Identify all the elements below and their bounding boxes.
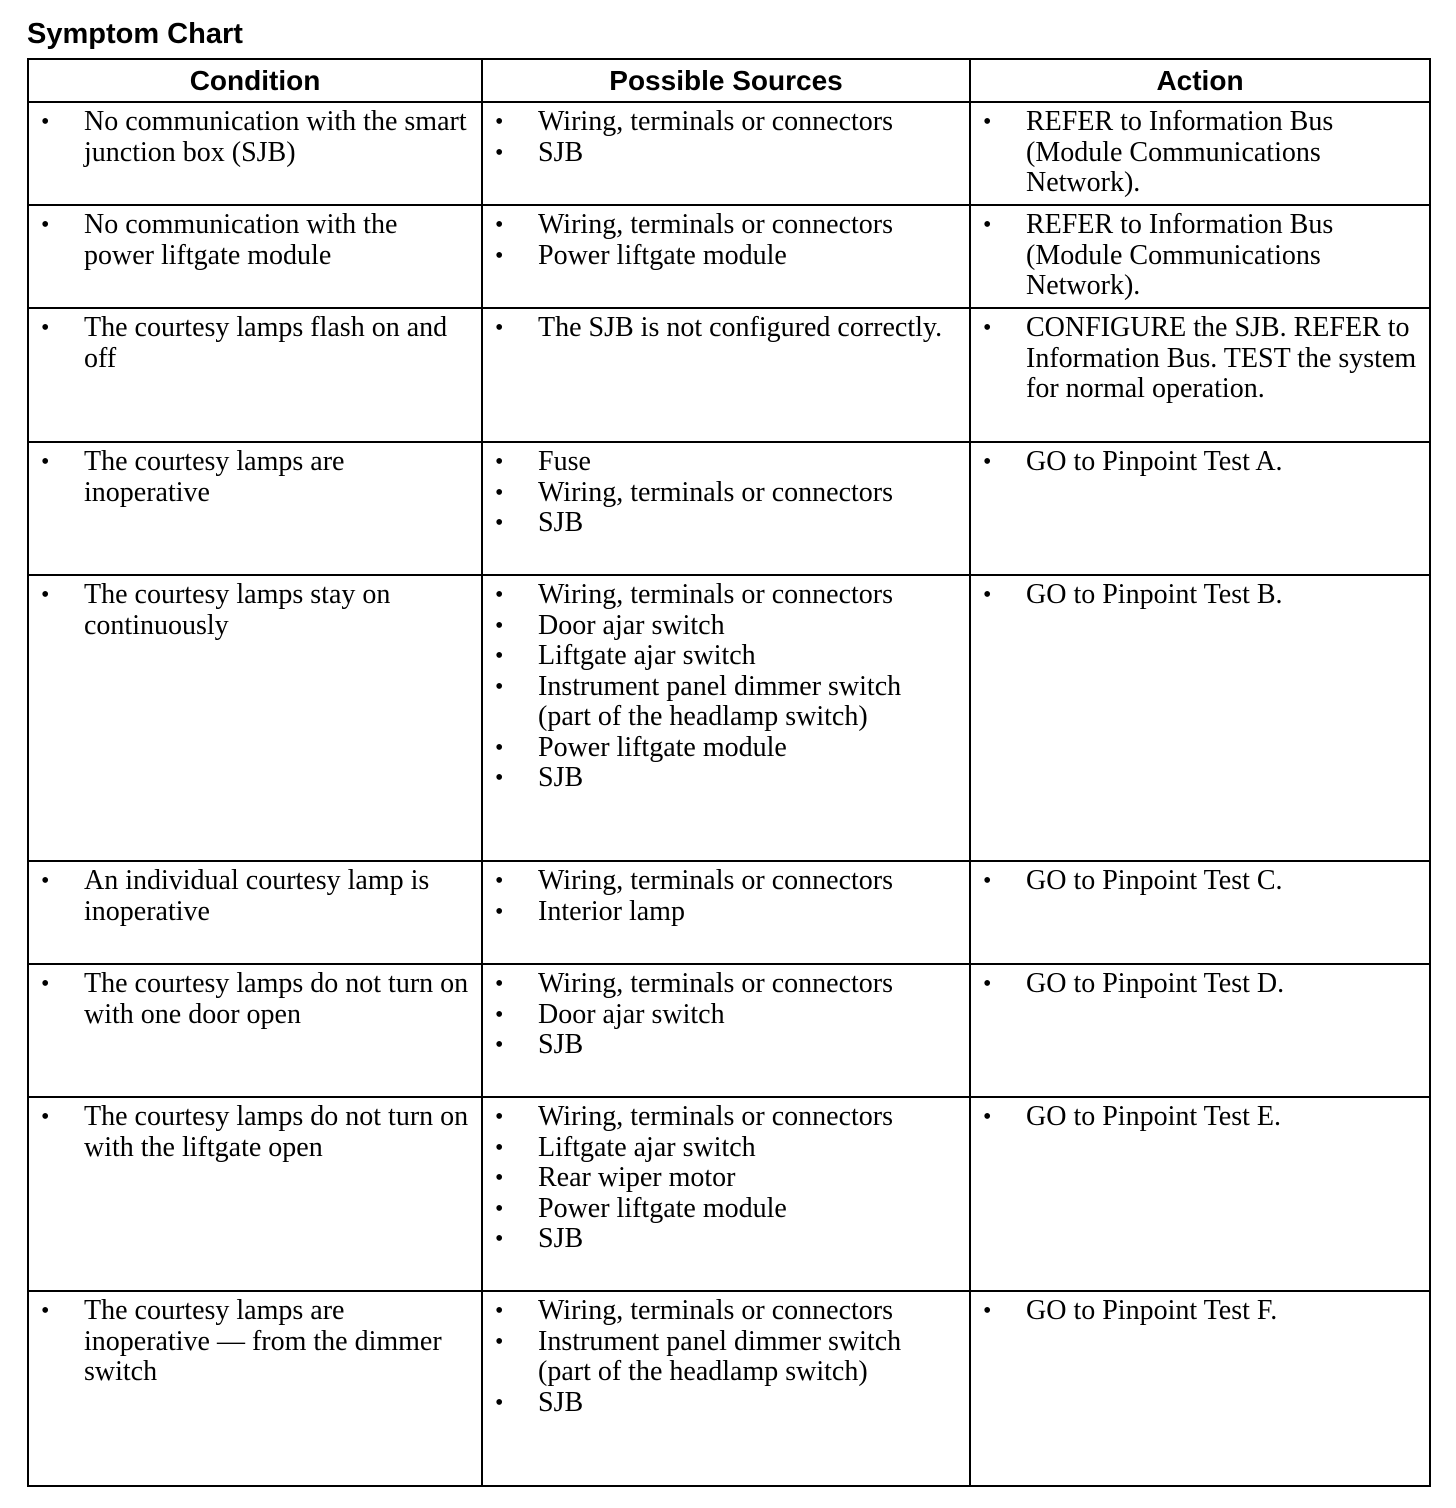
action-cell: [970, 1097, 1430, 1291]
bullet-item: • Wiring, terminals or connectors: [483, 1102, 969, 1133]
bullet-item: • The courtesy lamps do not turn on with one door open: [29, 969, 481, 1030]
table-row: [28, 308, 1430, 442]
sources-cell: [482, 964, 970, 1097]
bullet-list: [483, 210, 969, 271]
bullet-item: • Wiring, terminals or connectors: [483, 478, 969, 509]
bullet-item: • Wiring, terminals or connectors: [483, 866, 969, 897]
bullet-item: • CONFIGURE the SJB. REFER to Information Bus. TEST the system for normal operation.: [971, 313, 1429, 405]
bullet-list: [971, 447, 1429, 478]
bullet-list: [483, 1296, 969, 1418]
sources-cell: [482, 308, 970, 442]
header-possible-sources: Possible Sources: [482, 59, 970, 102]
bullet-item: • An individual courtesy lamp is inoperative: [29, 866, 481, 927]
table-row: [28, 861, 1430, 964]
bullet-list: [971, 107, 1429, 199]
bullet-item: • Instrument panel dimmer switch (part of the headlamp switch): [483, 1327, 969, 1388]
bullet-item: • SJB: [483, 1030, 969, 1061]
bullet-item: • Door ajar switch: [483, 1000, 969, 1031]
bullet-list: [971, 866, 1429, 897]
bullet-item: • The courtesy lamps are inoperative: [29, 447, 481, 508]
sources-cell: [482, 442, 970, 575]
sources-cell: [482, 102, 970, 205]
condition-cell: [28, 1097, 482, 1291]
table-row: [28, 442, 1430, 575]
bullet-item: • GO to Pinpoint Test A.: [971, 447, 1429, 478]
condition-cell: [28, 308, 482, 442]
bullet-item: • GO to Pinpoint Test B.: [971, 580, 1429, 611]
bullet-item: • The courtesy lamps stay on continuously: [29, 580, 481, 641]
bullet-list: [483, 866, 969, 927]
bullet-item: • SJB: [483, 508, 969, 539]
bullet-item: • Wiring, terminals or connectors: [483, 580, 969, 611]
bullet-item: • Rear wiper motor: [483, 1163, 969, 1194]
bullet-item: • Wiring, terminals or connectors: [483, 210, 969, 241]
bullet-list: [29, 969, 481, 1030]
bullet-list: [29, 1102, 481, 1163]
sources-cell: [482, 205, 970, 308]
condition-cell: [28, 861, 482, 964]
bullet-list: [483, 447, 969, 539]
header-row: [28, 59, 1430, 102]
header-action: Action: [970, 59, 1430, 102]
sources-cell: [482, 861, 970, 964]
bullet-item: • SJB: [483, 763, 969, 794]
bullet-item: • Wiring, terminals or connectors: [483, 969, 969, 1000]
bullet-item: • GO to Pinpoint Test C.: [971, 866, 1429, 897]
bullet-list: [483, 1102, 969, 1255]
bullet-item: • GO to Pinpoint Test E.: [971, 1102, 1429, 1133]
action-cell: [970, 861, 1430, 964]
bullet-item: • No communication with the power liftgate module: [29, 210, 481, 271]
bullet-item: • SJB: [483, 1224, 969, 1255]
bullet-item: • GO to Pinpoint Test D.: [971, 969, 1429, 1000]
bullet-item: • The courtesy lamps are inoperative — from the dimmer switch: [29, 1296, 481, 1388]
action-cell: [970, 102, 1430, 205]
bullet-item: • GO to Pinpoint Test F.: [971, 1296, 1429, 1327]
bullet-list: [483, 969, 969, 1061]
sources-cell: [482, 1291, 970, 1486]
table-row: [28, 1097, 1430, 1291]
table-row: [28, 102, 1430, 205]
bullet-item: • Power liftgate module: [483, 1194, 969, 1225]
action-cell: [970, 205, 1430, 308]
bullet-item: • Power liftgate module: [483, 241, 969, 272]
bullet-list: [971, 1296, 1429, 1327]
bullet-item: • Interior lamp: [483, 897, 969, 928]
header-condition: Condition: [28, 59, 482, 102]
bullet-item: • No communication with the smart junction box (SJB): [29, 107, 481, 168]
bullet-item: • The SJB is not configured correctly.: [483, 313, 969, 344]
chart-title: Symptom Chart: [27, 18, 243, 50]
bullet-item: • Wiring, terminals or connectors: [483, 1296, 969, 1327]
action-cell: [970, 964, 1430, 1097]
bullet-item: • Door ajar switch: [483, 611, 969, 642]
table-row: [28, 964, 1430, 1097]
bullet-item: • REFER to Information Bus (Module Communications Network).: [971, 210, 1429, 302]
bullet-item: • REFER to Information Bus (Module Communications Network).: [971, 107, 1429, 199]
bullet-list: [29, 107, 481, 168]
symptom-table: [27, 58, 1431, 1487]
bullet-list: [29, 1296, 481, 1388]
bullet-list: [483, 580, 969, 794]
bullet-list: [971, 580, 1429, 611]
condition-cell: [28, 1291, 482, 1486]
bullet-item: • Power liftgate module: [483, 733, 969, 764]
bullet-list: [971, 210, 1429, 302]
action-cell: [970, 1291, 1430, 1486]
condition-cell: [28, 205, 482, 308]
bullet-item: • Liftgate ajar switch: [483, 641, 969, 672]
bullet-list: [29, 210, 481, 271]
sources-cell: [482, 575, 970, 861]
bullet-item: • SJB: [483, 138, 969, 169]
bullet-list: [971, 1102, 1429, 1133]
bullet-list: [483, 313, 969, 344]
bullet-item: • SJB: [483, 1388, 969, 1419]
table-row: [28, 205, 1430, 308]
bullet-list: [483, 107, 969, 168]
table-row: [28, 575, 1430, 861]
table-body: [28, 102, 1430, 1486]
bullet-item: • Instrument panel dimmer switch (part of the headlamp switch): [483, 672, 969, 733]
bullet-item: • Fuse: [483, 447, 969, 478]
action-cell: [970, 308, 1430, 442]
condition-cell: [28, 575, 482, 861]
condition-cell: [28, 102, 482, 205]
bullet-list: [29, 447, 481, 508]
bullet-list: [971, 313, 1429, 405]
bullet-item: • Liftgate ajar switch: [483, 1133, 969, 1164]
bullet-list: [29, 313, 481, 374]
bullet-list: [29, 866, 481, 927]
bullet-item: • The courtesy lamps flash on and off: [29, 313, 481, 374]
table-row: [28, 1291, 1430, 1486]
condition-cell: [28, 964, 482, 1097]
sources-cell: [482, 1097, 970, 1291]
bullet-item: • The courtesy lamps do not turn on with the liftgate open: [29, 1102, 481, 1163]
bullet-item: • Wiring, terminals or connectors: [483, 107, 969, 138]
bullet-list: [29, 580, 481, 641]
action-cell: [970, 575, 1430, 861]
action-cell: [970, 442, 1430, 575]
condition-cell: [28, 442, 482, 575]
bullet-list: [971, 969, 1429, 1000]
